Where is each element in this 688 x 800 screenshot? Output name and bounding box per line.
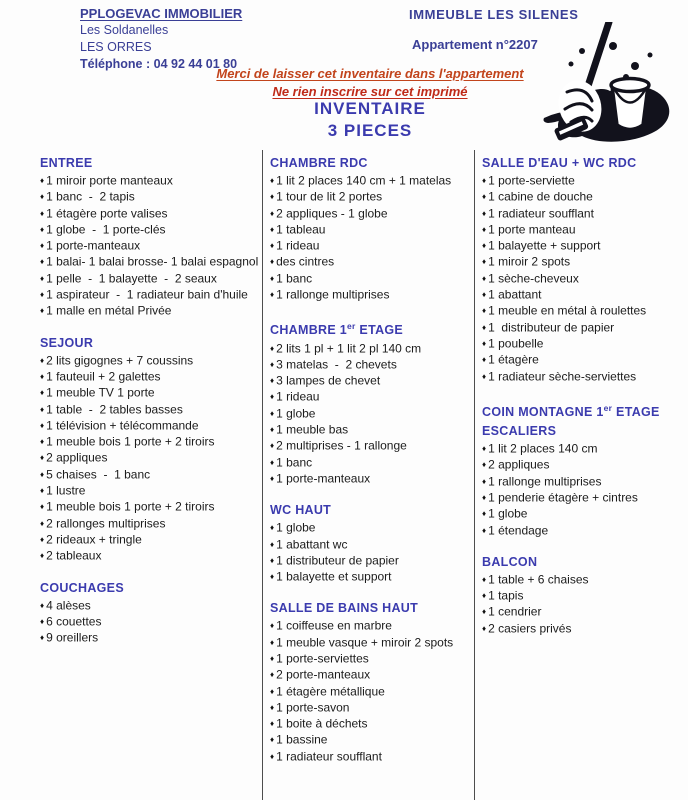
item-text: 1 étagère métallique (276, 684, 385, 699)
item-text: 3 matelas - 2 chevets (276, 357, 397, 372)
inventory-item (40, 254, 262, 270)
bullet-icon: ♦ (270, 208, 275, 218)
bullet-icon: ♦ (40, 388, 45, 398)
section-title: ENTREE (40, 156, 93, 170)
section-title: COIN MONTAGNE 1er ETAGE (482, 402, 660, 420)
section-title: WC HAUT (270, 503, 332, 518)
inventory-section (270, 317, 474, 487)
bullet-icon: ♦ (40, 633, 45, 643)
bullet-icon: ♦ (40, 257, 45, 267)
inventory-item (482, 352, 688, 368)
inventory-item (482, 238, 688, 254)
inventory-item (270, 651, 474, 667)
inventory-item (270, 238, 474, 254)
bullet-icon: ♦ (482, 574, 487, 584)
inventory-item (270, 471, 474, 487)
inventory-item (40, 173, 262, 189)
inventory-item (40, 402, 262, 418)
item-text: 2 multiprises - 1 rallonge (276, 438, 407, 453)
inventory-section (40, 154, 262, 320)
bullet-icon: ♦ (40, 420, 45, 430)
inventory-section (270, 154, 474, 303)
inventory-item (40, 385, 262, 401)
inventory-item (270, 189, 474, 205)
bullet-icon: ♦ (482, 208, 487, 218)
item-text: 1 miroir 2 spots (488, 254, 571, 269)
item-text: 1 fauteuil + 2 galettes (46, 369, 161, 384)
bullet-icon: ♦ (270, 376, 275, 386)
item-text: 1 rallonge multiprises (276, 287, 390, 302)
apartment-number: Appartement n°2207 (412, 37, 538, 52)
bullet-icon: ♦ (270, 457, 275, 467)
bullet-icon: ♦ (270, 192, 275, 202)
section-title: CHAMBRE RDC (270, 156, 368, 170)
item-text: 1 distributeur de papier (488, 320, 615, 335)
bullet-icon: ♦ (270, 719, 275, 729)
item-text: 1 meuble TV 1 porte (46, 385, 155, 400)
agency-address: Les Soldanelles (80, 23, 169, 37)
bullet-icon: ♦ (270, 751, 275, 761)
bullet-icon: ♦ (270, 408, 275, 418)
item-text: 1 étagère porte valises (46, 206, 168, 221)
section-title: SALLE D'EAU + WC RDC (482, 156, 637, 170)
agency-block (80, 5, 242, 73)
agency-name: PPLOGEVAC IMMOBILIER (80, 6, 243, 21)
bullet-icon: ♦ (482, 492, 487, 502)
bullet-icon: ♦ (270, 555, 275, 565)
agency-phone: Téléphone : 04 92 44 01 80 (80, 57, 238, 71)
item-text: 1 lustre (46, 483, 86, 498)
item-text: 2 appliques (488, 457, 550, 472)
bullet-icon: ♦ (40, 437, 45, 447)
item-text: 1 lit 2 places 140 cm (488, 441, 598, 456)
item-text: 1 télévision + télécommande (46, 418, 199, 433)
item-text: 1 boite à déchets (276, 716, 368, 731)
inventory-item (270, 222, 474, 238)
inventory-item (270, 732, 474, 748)
inventory-column (0, 150, 262, 800)
bullet-icon: ♦ (270, 425, 275, 435)
bullet-icon: ♦ (270, 653, 275, 663)
bullet-icon: ♦ (270, 735, 275, 745)
item-text: 1 porte-manteaux (276, 471, 371, 486)
building-name: IMMEUBLE LES SILENES (409, 7, 579, 22)
bullet-icon: ♦ (482, 525, 487, 535)
inventory-item (482, 303, 688, 319)
item-text: 1 coiffeuse en marbre (276, 618, 392, 633)
item-text: 4 alèses (46, 598, 91, 613)
item-text: 1 poubelle (488, 336, 544, 351)
item-text: 1 tour de lit 2 portes (276, 189, 383, 204)
item-text: 9 oreillers (46, 630, 99, 645)
bullet-icon: ♦ (270, 176, 275, 185)
notice-keep-inventory: Merci de laisser cet inventaire dans l'appartement (216, 66, 524, 81)
bullet-icon: ♦ (40, 486, 45, 496)
item-text: 1 banc (276, 271, 313, 286)
inventory-item (270, 206, 474, 222)
inventory-item (482, 441, 688, 457)
item-text: 1 malle en métal Privée (46, 303, 172, 318)
bullet-icon: ♦ (482, 290, 487, 300)
inventory-item (270, 287, 474, 303)
inventory-item (270, 667, 474, 683)
bullet-icon: ♦ (40, 502, 45, 512)
inventory-item (482, 490, 688, 506)
item-text: 1 porte-serviette (488, 173, 575, 188)
bullet-icon: ♦ (40, 453, 45, 463)
inventory-item (40, 450, 262, 466)
bullet-icon: ♦ (270, 637, 275, 647)
inventory-item (40, 598, 262, 614)
inventory-item (482, 254, 688, 270)
bullet-icon: ♦ (482, 355, 487, 365)
notice-do-not-write: Ne rien inscrire sur cet imprimé (272, 84, 468, 99)
item-text: 1 abattant wc (276, 537, 348, 551)
bullet-icon: ♦ (270, 290, 275, 300)
item-text: 5 chaises - 1 banc (46, 467, 151, 482)
item-text: 1 meuble bois 1 porte + 2 tiroirs (46, 499, 215, 514)
item-text: 1 balayette + support (488, 238, 601, 253)
inventory-item (270, 716, 474, 732)
bullet-icon: ♦ (270, 273, 275, 283)
inventory-item (40, 548, 262, 564)
bullet-icon: ♦ (482, 322, 487, 332)
item-text: 2 tableaux (46, 548, 102, 563)
inventory-item (482, 506, 688, 522)
inventory-item (270, 520, 474, 536)
bullet-icon: ♦ (40, 176, 45, 185)
inventory-section (482, 399, 688, 539)
bullet-icon: ♦ (270, 702, 275, 712)
bullet-icon: ♦ (40, 306, 45, 316)
inventory-item (482, 588, 688, 604)
inventory-item (482, 287, 688, 303)
inventory-column (262, 150, 474, 800)
bullet-icon: ♦ (40, 290, 45, 300)
inventory-item (40, 467, 262, 483)
item-text: des cintres (276, 254, 335, 269)
item-text: 3 lampes de chevet (276, 373, 381, 388)
item-text: 1 balai- 1 balai brosse- 1 balai espagnol (46, 254, 259, 269)
inventory-section (270, 599, 474, 765)
item-text: 2 lits gigognes + 7 coussins (46, 353, 194, 368)
item-text: 1 table + 6 chaises (488, 572, 589, 587)
bullet-icon: ♦ (482, 306, 487, 316)
inventory-item (40, 614, 262, 630)
inventory-item (270, 537, 474, 553)
item-text: 1 étagère (488, 352, 539, 367)
inventory-section (40, 579, 262, 647)
agency-city: LES ORRES (80, 40, 152, 54)
inventory-item (270, 749, 474, 765)
bullet-icon: ♦ (482, 176, 487, 185)
item-text: 1 porte-savon (276, 700, 350, 715)
inventory-item (40, 499, 262, 515)
inventory-item (40, 418, 262, 434)
item-text: 1 pelle - 1 balayette - 2 seaux (46, 271, 217, 286)
bullet-icon: ♦ (40, 241, 45, 251)
inventory-item (270, 618, 474, 634)
page-subtitle: 3 PIECES (327, 121, 413, 140)
inventory-item (482, 336, 688, 352)
bullet-icon: ♦ (270, 670, 275, 680)
inventory-item (270, 341, 474, 357)
inventory-item (270, 684, 474, 700)
bullet-icon: ♦ (270, 224, 275, 234)
bullet-icon: ♦ (40, 355, 45, 365)
item-text: 1 banc - 2 tapis (46, 189, 135, 204)
inventory-item (270, 635, 474, 651)
item-text: 1 tableau (276, 222, 326, 237)
inventory-section (270, 501, 474, 585)
bullet-icon: ♦ (40, 616, 45, 626)
bullet-icon: ♦ (270, 523, 275, 533)
bullet-icon: ♦ (482, 192, 487, 202)
item-text: 1 sèche-cheveux (488, 271, 579, 286)
inventory-item (270, 389, 474, 405)
item-text: 1 balayette et support (276, 569, 392, 584)
item-text: 1 banc (276, 455, 313, 470)
bullet-icon: ♦ (482, 241, 487, 251)
bullet-icon: ♦ (40, 273, 45, 283)
bullet-icon: ♦ (270, 359, 275, 369)
inventory-item (40, 238, 262, 254)
item-text: 1 porte manteau (488, 222, 576, 237)
inventory-item (270, 438, 474, 454)
section-title: SEJOUR (40, 335, 94, 350)
bullet-icon: ♦ (40, 192, 45, 202)
item-text: 1 radiateur soufflant (488, 206, 594, 221)
inventory-item (270, 173, 474, 189)
bullet-icon: ♦ (40, 534, 45, 544)
item-text: 2 rideaux + tringle (46, 532, 142, 547)
item-text: 1 miroir porte manteaux (46, 173, 173, 188)
inventory-item (270, 254, 474, 270)
item-text: 1 meuble bas (276, 422, 349, 437)
inventory-section (482, 154, 688, 385)
section-title-line2: ESCALIERS (482, 424, 557, 439)
inventory-item (40, 271, 262, 287)
bullet-icon: ♦ (270, 621, 275, 631)
inventory-section (40, 334, 262, 565)
inventory-item (270, 700, 474, 716)
bullet-icon: ♦ (270, 572, 275, 582)
item-text: 1 étendage (488, 523, 549, 537)
inventory-item (270, 406, 474, 422)
inventory-item (482, 369, 688, 385)
inventory-item (40, 353, 262, 369)
item-text: 1 lit 2 places 140 cm + 1 matelas (276, 173, 452, 188)
inventory-item (482, 271, 688, 287)
inventory-item (40, 287, 262, 303)
section-title: CHAMBRE 1er ETAGE (270, 321, 404, 338)
inventory-item (40, 222, 262, 238)
inventory-item (40, 630, 262, 646)
bullet-icon: ♦ (270, 539, 275, 549)
bullet-icon: ♦ (482, 591, 487, 601)
item-text: 2 casiers privés (488, 621, 572, 636)
inventory-item (482, 173, 688, 189)
item-text: 1 porte-serviettes (276, 651, 369, 666)
bullet-icon: ♦ (270, 241, 275, 251)
bullet-icon: ♦ (270, 473, 275, 483)
inventory-item (40, 516, 262, 532)
item-text: 6 couettes (46, 614, 102, 629)
bullet-icon: ♦ (40, 371, 45, 381)
inventory-item (482, 457, 688, 473)
inventory-item (482, 572, 688, 588)
bullet-icon: ♦ (270, 392, 275, 402)
bullet-icon: ♦ (40, 224, 45, 234)
item-text: 1 cendrier (488, 604, 542, 619)
inventory-item (482, 320, 688, 336)
bullet-icon: ♦ (40, 469, 45, 479)
inventory-columns (0, 150, 688, 800)
item-text: 1 globe - 1 porte-clés (46, 222, 166, 237)
item-text: 1 cabine de douche (488, 189, 593, 204)
inventory-item (482, 523, 688, 539)
item-text: 1 aspirateur - 1 radiateur bain d'huile (46, 287, 248, 302)
item-text: 2 appliques (46, 450, 108, 465)
bullet-icon: ♦ (482, 509, 487, 519)
bullet-icon: ♦ (270, 441, 275, 451)
item-text: 1 penderie étagère + cintres (488, 490, 638, 505)
item-text: 2 lits 1 pl + 1 lit 2 pl 140 cm (276, 341, 422, 356)
item-text: 1 globe (488, 506, 528, 521)
inventory-item (40, 206, 262, 222)
inventory-item (270, 569, 474, 585)
bullet-icon: ♦ (482, 623, 487, 633)
item-text: 1 radiateur soufflant (276, 749, 382, 764)
bullet-icon: ♦ (40, 518, 45, 528)
bullet-icon: ♦ (40, 404, 45, 414)
bullet-icon: ♦ (40, 551, 45, 561)
item-text: 1 tapis (488, 588, 524, 603)
bullet-icon: ♦ (40, 208, 45, 218)
section-title: BALCON (482, 554, 538, 569)
inventory-item (482, 206, 688, 222)
inventory-item (40, 483, 262, 499)
item-text: 1 globe (276, 520, 316, 535)
inventory-item (40, 303, 262, 319)
bullet-icon: ♦ (482, 476, 487, 486)
item-text: 1 meuble bois 1 porte + 2 tiroirs (46, 434, 215, 449)
inventory-item (270, 271, 474, 287)
bullet-icon: ♦ (482, 338, 487, 348)
bullet-icon: ♦ (270, 257, 275, 267)
page-title: INVENTAIRE (314, 99, 426, 118)
bullet-icon: ♦ (40, 600, 45, 610)
inventory-item (482, 474, 688, 490)
bullet-icon: ♦ (270, 686, 275, 696)
bullet-icon: ♦ (482, 607, 487, 617)
bullet-icon: ♦ (482, 444, 487, 454)
inventory-item (482, 222, 688, 238)
item-text: 1 abattant (488, 287, 542, 302)
item-text: 2 appliques - 1 globe (276, 206, 388, 221)
inventory-column (474, 150, 688, 800)
bullet-icon: ♦ (482, 257, 487, 267)
bullet-icon: ♦ (482, 460, 487, 470)
inventory-item (40, 434, 262, 450)
section-title: COUCHAGES (40, 580, 124, 595)
item-text: 1 rideau (276, 238, 320, 253)
inventory-item (482, 604, 688, 620)
item-text: 1 rideau (276, 389, 320, 404)
item-text: 1 meuble en métal à roulettes (488, 303, 647, 318)
inventory-item (482, 189, 688, 205)
bullet-icon: ♦ (482, 371, 487, 381)
item-text: 1 meuble vasque + miroir 2 spots (276, 635, 454, 650)
item-text: 1 globe (276, 406, 316, 421)
item-text: 1 porte-manteaux (46, 238, 141, 253)
inventory-item (270, 357, 474, 373)
item-text: 1 bassine (276, 732, 328, 747)
item-text: 1 rallonge multiprises (488, 474, 602, 489)
section-title: SALLE DE BAINS HAUT (270, 601, 419, 616)
bullet-icon: ♦ (270, 343, 275, 353)
inventory-item (270, 455, 474, 471)
item-text: 1 table - 2 tables basses (46, 402, 183, 417)
item-text: 2 rallonges multiprises (46, 516, 166, 531)
inventory-item (270, 422, 474, 438)
item-text: 2 porte-manteaux (276, 667, 371, 682)
inventory-item (482, 621, 688, 637)
inventory-item (40, 189, 262, 205)
inventory-item (270, 373, 474, 389)
inventory-item (40, 532, 262, 548)
item-text: 1 radiateur sèche-serviettes (488, 369, 637, 384)
bullet-icon: ♦ (482, 224, 487, 234)
inventory-section (482, 553, 688, 637)
inventory-item (40, 369, 262, 385)
bullet-icon: ♦ (482, 273, 487, 283)
inventory-item (270, 553, 474, 569)
item-text: 1 distributeur de papier (276, 553, 399, 568)
